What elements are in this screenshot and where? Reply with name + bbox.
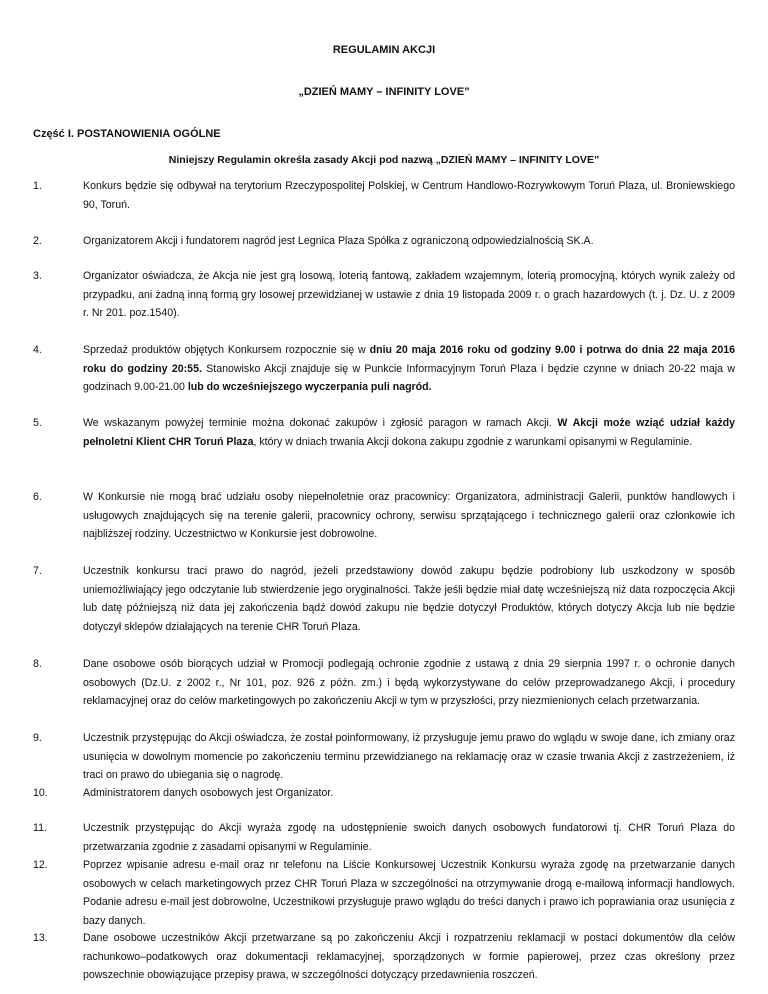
item-text: Poprzez wpisanie adresu e-mail oraz nr telefonu na Liście Konkursowej Uczestnik Konkursu wyraża zgodę na przetwarzanie danych osobowych w celach marketingowych przez CHR Toruń Plaza w szczególności na otrzymywanie drogą e-mailową informacji handlowych. Podanie adresu e-mail jest dobrowolne, Uczestnikowi przysługuje prawo wglądu do treści danych i prawo ich poprawiania oraz usunięcia z bazy danych. bbox=[83, 859, 735, 927]
item-text: Organizatorem Akcji i fundatorem nagród jest Legnica Plaza Spółka z ograniczoną odpowiedzialnością SK.A. bbox=[83, 235, 594, 247]
item-text: Konkurs będzie się odbywał na terytorium Rzeczypospolitej Polskiej, w Centrum Handlowo-Rozrywkowym Toruń Plaza, ul. Broniewskiego 90, Toruń. bbox=[83, 180, 735, 211]
item-text: W Konkursie nie mogą brać udziału osoby niepełnoletnie oraz pracownicy: Organizatora, administracji Galerii, punktów handlowych i usługowych znajdujących się na terenie galerii, pracownicy ochrony, serwisu sprzątającego i technicznego galerii oraz członkowie ich najbliższej rodziny. Uczestnictwo w Konkursie jest dobrowolne. bbox=[83, 491, 735, 540]
document-title: REGULAMIN AKCJI bbox=[332, 44, 436, 56]
item-text: Uczestnik przystępując do Akcji wyraża zgodę na udostępnienie swoich danych osobowych fundatorowi tj. CHR Toruń Plaza do przetwarzania zgodnie z zasadami opisanymi w Regulaminie. bbox=[83, 822, 735, 853]
item-text: Dane osobowe uczestników Akcji przetwarzane są po zakończeniu Akcji i rozpatrzeniu reklamacji w postaci dokumentów dla celów rachunkowo–podatkowych oraz dokumentacji reklamacyjnej, sporządzonych w formie papierowej, przez czas określony przez powszechnie obowiązujące przepisy prawa, w szczególności dotyczący przedawnienia roszczeń. bbox=[83, 932, 735, 981]
item-text: Sprzedaż produktów objętych Konkursem rozpocznie się w dniu 20 maja 2016 roku od godziny 9.00 i potrwa do dnia 22 maja 2016 roku do godziny 20:55. Stanowisko Akcji znajduje się w Punkcie Informacyjnym Toruń Plaza i będzie czynne w dniach 20-22 maja w godzinach 9.00-21.00 lub do wcześniejszego wyczerpania puli nagród. bbox=[83, 344, 735, 393]
item-number: 1. bbox=[33, 180, 42, 192]
item-number: 10. bbox=[33, 787, 48, 799]
item-number: 11. bbox=[33, 822, 47, 834]
item-number: 7. bbox=[33, 565, 42, 577]
item-text: Organizator oświadcza, że Akcja nie jest grą losową, loterią fantową, zakładem wzajemnym, loterią promocyjną, których wynik zależy od przypadku, ani żadną inną formą gry losowej przewidzianej w ustawie z dnia 19 listopada 2009 r. o grach hazardowych (t. j. Dz. U. z 2009 r. Nr 201. poz.1540). bbox=[83, 270, 735, 319]
item-number: 12. bbox=[33, 859, 48, 871]
item-number: 8. bbox=[33, 658, 42, 670]
item-text: Administratorem danych osobowych jest Organizator. bbox=[83, 787, 334, 799]
item-number: 3. bbox=[33, 270, 42, 282]
section-1-heading: Część I. POSTANOWIENIA OGÓLNE bbox=[33, 128, 221, 140]
item-number: 2. bbox=[33, 235, 42, 247]
item-text: Dane osobowe osób biorących udział w Promocji podlegają ochronie zgodnie z ustawą z dnia 29 sierpnia 1997 r. o ochronie danych osobowych (Dz.U. z 2002 r., Nr 101, poz. 926 z późn. zm.) i będą wykorzystywane do celów przeprowadzanego Akcji, i procedury reklamacyjnej oraz do celów marketingowych po zakończeniu Akcji w tym w przyszłości, przy niezmienionych celach przetwarzania. bbox=[83, 658, 735, 707]
item-text: We wskazanym powyżej terminie można dokonać zakupów i zgłosić paragon w ramach Akcji. W Akcji może wziąć udział każdy pełnoletni Klient CHR Toruń Plaza, który w dniach trwania Akcji dokona zakupu zgodnie z warunkami opisanymi w Regulaminie. bbox=[83, 417, 735, 448]
item-number: 9. bbox=[33, 732, 42, 744]
item-number: 4. bbox=[33, 344, 42, 356]
item-text: Uczestnik przystępując do Akcji oświadcza, że został poinformowany, iż przysługuje jemu prawo do wglądu w swoje dane, ich zmiany oraz usunięcia w dowolnym momencie po zakończeniu terminu przewidzianego na reklamację oraz w czasie trwania Akcji z zastrzeżeniem, iż traci on prawo do ubiegania się o nagrodę. bbox=[83, 732, 735, 781]
item-number: 6. bbox=[33, 491, 42, 503]
document-subtitle: „DZIEŃ MAMY – INFINITY LOVE” bbox=[298, 86, 470, 98]
item-number: 13. bbox=[33, 932, 48, 944]
item-number: 5. bbox=[33, 417, 42, 429]
item-text: Uczestnik konkursu traci prawo do nagród, jeżeli przedstawiony dowód zakupu będzie podrobiony lub uszkodzony w sposób uniemożliwiający jego odczytanie lub stwierdzenie jego oryginalności. Także jeśli będzie miał datę wcześniejszą niż data rozpoczęcia Akcji lub datę późniejszą niż data jej zakończenia bądź dowód zakupu nie będzie dotyczył Produktów, których dotyczy Akcja lub nie będzie dotyczył sklepów działających na terenie CHR Toruń Plaza. bbox=[83, 565, 735, 633]
intro-paragraph: Niniejszy Regulamin określa zasady Akcji pod nazwą „DZIEŃ MAMY – INFINITY LOVE” bbox=[168, 154, 600, 166]
